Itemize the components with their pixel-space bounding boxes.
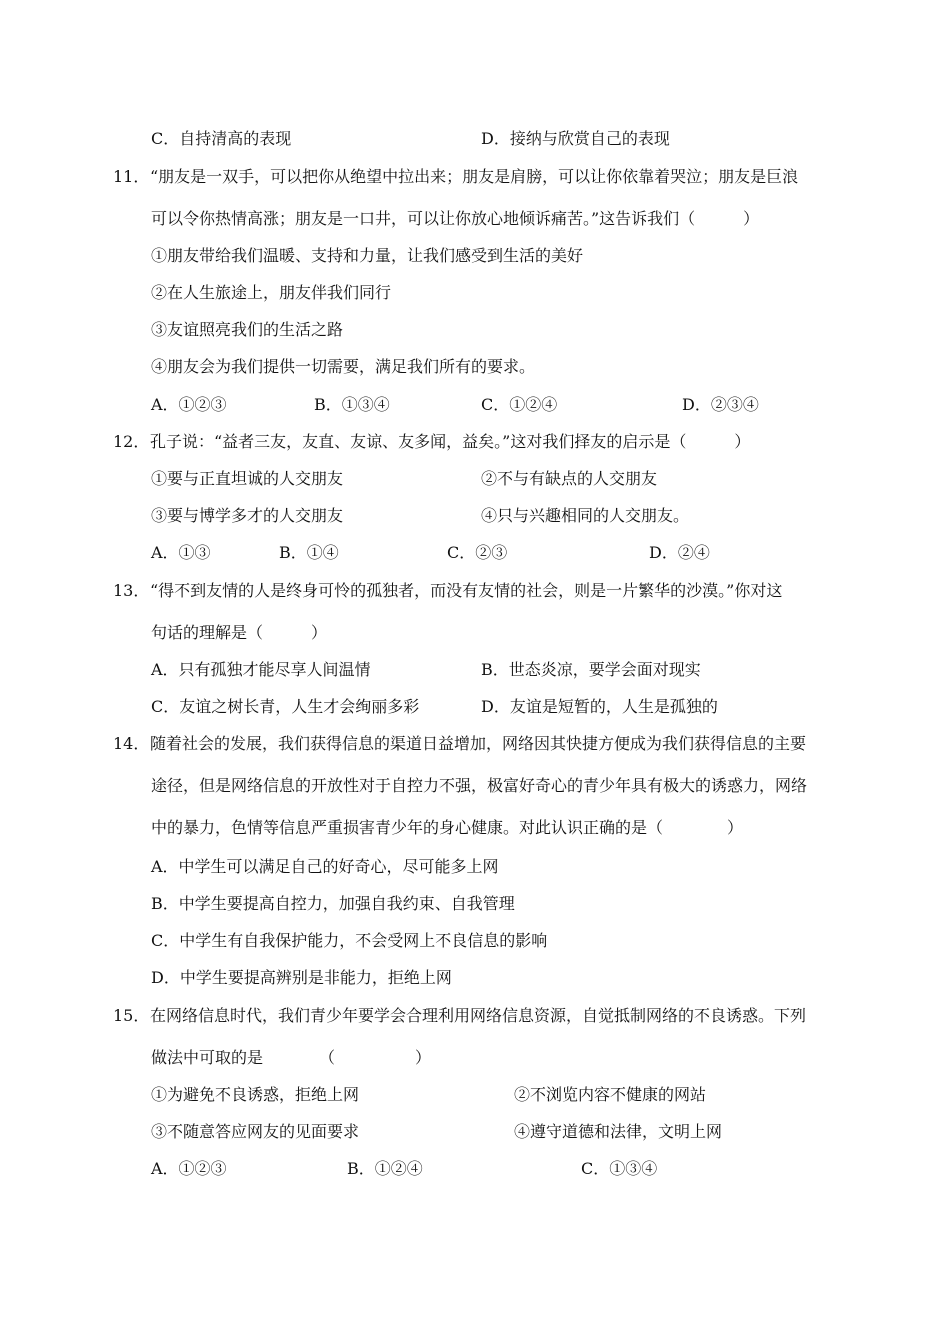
- q13-option-b: B．世态炎凉，要学会面对现实: [481, 660, 701, 679]
- q12-item-2: ②不与有缺点的人交朋友: [481, 469, 658, 488]
- q13-stem-line2: 句话的理解是（ ）: [151, 623, 328, 642]
- q14-stem-line3: 中的暴力，色情等信息严重损害青少年的身心健康。对此认识正确的是（ ）: [151, 818, 744, 837]
- q14-option-a: A．中学生可以满足自己的好奇心，尽可能多上网: [151, 857, 499, 876]
- q13-stem-line1: “得不到友情的人是终身可怜的孤独者，而没有友情的社会，则是一片繁华的沙漠。”你对这: [150, 581, 783, 600]
- q14-stem-line1: 随着社会的发展，我们获得信息的渠道日益增加，网络因其快捷方便成为我们获得信息的主要: [150, 734, 807, 753]
- q13-number: 13．: [113, 581, 150, 600]
- q10-option-d: D．接纳与欣赏自己的表现: [481, 129, 670, 148]
- q14-option-d: D．中学生要提高辨别是非能力，拒绝上网: [151, 968, 452, 987]
- q15-item-1: ①为避免不良诱惑，拒绝上网: [151, 1085, 360, 1104]
- q15-item-3: ③不随意答应网友的见面要求: [151, 1122, 360, 1141]
- q11-item-3: ③友谊照亮我们的生活之路: [151, 320, 344, 339]
- q15-item-4: ④遵守道德和法律，文明上网: [514, 1122, 723, 1141]
- q11-number: 11．: [113, 167, 150, 186]
- q15-item-2: ②不浏览内容不健康的网站: [514, 1085, 707, 1104]
- q15-number: 15．: [113, 1006, 150, 1025]
- q13-option-a: A．只有孤独才能尽享人间温情: [151, 660, 371, 679]
- q11-item-1: ①朋友带给我们温暖、支持和力量，让我们感受到生活的美好: [151, 246, 584, 265]
- q11-stem-line1: “朋友是一双手，可以把你从绝望中拉出来；朋友是肩膀，可以让你依靠着哭泣；朋友是巨浪: [150, 167, 799, 186]
- q12-option-a: A．①③: [151, 543, 211, 562]
- q11-item-4: ④朋友会为我们提供一切需要，满足我们所有的要求。: [151, 357, 536, 376]
- q12-item-3: ③要与博学多才的人交朋友: [151, 506, 344, 525]
- q12-option-c: C．②③: [447, 543, 508, 562]
- q15-option-c: C．①③④: [581, 1159, 658, 1178]
- q11-option-c: C．①②④: [481, 395, 558, 414]
- q14-option-c: C．中学生有自我保护能力，不会受网上不良信息的影响: [151, 931, 548, 950]
- q15-stem-line2: 做法中可取的是 （ ）: [151, 1048, 432, 1067]
- q12-number: 12．: [113, 432, 150, 451]
- q14-option-b: B．中学生要提高自控力，加强自我约束、自我管理: [151, 894, 515, 913]
- q14-stem-line2: 途径，但是网络信息的开放性对于自控力不强，极富好奇心的青少年具有极大的诱惑力，网络: [151, 776, 808, 795]
- q11-item-2: ②在人生旅途上，朋友伴我们同行: [151, 283, 392, 302]
- q14-number: 14．: [113, 734, 150, 753]
- q13-option-c: C．友谊之树长青，人生才会绚丽多彩: [151, 697, 420, 716]
- q12-stem: 孔子说：“益者三友，友直、友谅、友多闻，益矣。”这对我们择友的启示是（ ）: [150, 432, 751, 451]
- q11-option-a: A．①②③: [151, 395, 227, 414]
- q13-option-d: D．友谊是短暂的，人生是孤独的: [481, 697, 718, 716]
- q15-option-b: B．①②④: [347, 1159, 423, 1178]
- q15-stem-line1: 在网络信息时代，我们青少年要学会合理利用网络信息资源，自觉抵制网络的不良诱惑。下列: [150, 1006, 807, 1025]
- q12-option-b: B．①④: [279, 543, 339, 562]
- q12-item-4: ④只与兴趣相同的人交朋友。: [481, 506, 690, 525]
- q11-option-b: B．①③④: [314, 395, 390, 414]
- q10-option-c: C．自持清高的表现: [151, 129, 292, 148]
- q11-option-d: D．②③④: [682, 395, 759, 414]
- q11-stem-line2: 可以令你热情高涨；朋友是一口井，可以让你放心地倾诉痛苦。”这告诉我们（ ）: [151, 209, 760, 228]
- q12-item-1: ①要与正直坦诚的人交朋友: [151, 469, 344, 488]
- q15-option-a: A．①②③: [151, 1159, 227, 1178]
- q12-option-d: D．②④: [649, 543, 710, 562]
